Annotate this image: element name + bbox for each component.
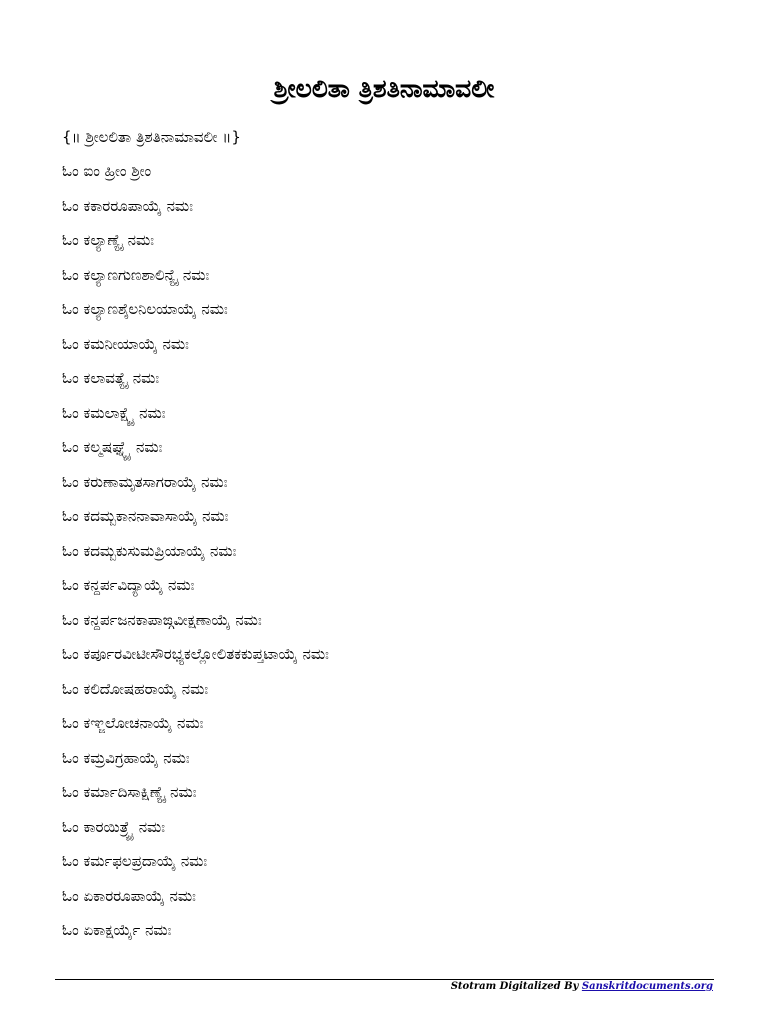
list-item: ಓಂ ಕಞ್ಜಲೋಚನಾಯೈ ನಮಃ bbox=[62, 714, 204, 732]
list-item: ಓಂ ಕಲ್ಯಾಣ್ಯೈ ನಮಃ bbox=[62, 231, 154, 249]
list-item: ಓಂ ಐಂ ಹ್ರೀಂ ಶ್ರೀಂ bbox=[62, 162, 152, 180]
footer-credit-text: Stotram Digitalized By bbox=[450, 981, 582, 992]
list-item: ಓಂ ಕನ್ದರ್ಪವಿದ್ಯಾಯೈ ನಮಃ bbox=[62, 576, 195, 594]
section-header: {॥ ಶ್ರೀಲಲಿತಾ ತ್ರಿಶತಿನಾಮಾವಲೀ ॥} bbox=[62, 128, 241, 146]
footer-credit bbox=[451, 980, 713, 994]
list-item: ಓಂ ಕದಮ್ಬಕುಸುಮಪ್ರಿಯಾಯೈ ನಮಃ bbox=[62, 541, 237, 560]
list-item: ಓಂ ಕಮನೀಯಾಯೈ ನಮಃ bbox=[62, 334, 189, 353]
list-item: ಓಂ ಕಲ್ಮಷಘ್ನ್ಯೈ ನಮಃ bbox=[62, 438, 163, 456]
list-item: ಓಂ ಕದಮ್ಬಕಾನನಾವಾಸಾಯೈ ನಮಃ bbox=[62, 507, 229, 525]
page-title: ಶ್ರೀಲಲಿತಾ ತ್ರಿಶತಿನಾಮಾವಲೀ bbox=[273, 73, 495, 103]
list-item: ಓಂ ಕರುಣಾಮೃತಸಾಗರಾಯೈ ನಮಃ bbox=[62, 472, 228, 491]
list-item: ಓಂ ಕಲಿದೋಷಹರಾಯೈ ನಮಃ bbox=[62, 679, 209, 698]
list-item: ಓಂ ಕಲ್ಯಾಣಶೈಲನಿಲಯಾಯೈ ನಮಃ bbox=[62, 300, 228, 318]
list-item: ಓಂ ಕಕಾರರೂಪಾಯೈ ನಮಃ bbox=[62, 196, 193, 215]
list-item: ಓಂ ಕರ್ಮಾದಿಸಾಕ್ಷಿಣ್ಯೈ ನಮಃ bbox=[62, 783, 197, 801]
list-item: ಓಂ ಕಮ್ರವಿಗ್ರಹಾಯೈ ನಮಃ bbox=[62, 748, 190, 767]
list-item: ಓಂ ಕಲ್ಯಾಣಗುಣಶಾಲಿನ್ಯೈ ನಮಃ bbox=[62, 265, 210, 284]
list-item: ಓಂ ಏಕಾಕ್ಷರ್ಯೈ ನಮಃ bbox=[62, 921, 172, 939]
footer-credit-link[interactable]: Sanskritdocuments.org bbox=[581, 981, 713, 992]
list-item: ಓಂ ಕರ್ಮಫಲಪ್ರದಾಯೈ ನಮಃ bbox=[62, 852, 208, 870]
list-item: ಓಂ ಏಕಾರರೂಪಾಯೈ ನಮಃ bbox=[62, 886, 196, 905]
list-item: ಓಂ ಕನ್ದರ್ಪಜನಕಾಪಾಙ್ಗವೀಕ್ಷಣಾಯೈ ನಮಃ bbox=[62, 610, 262, 629]
list-item: ಓಂ ಕಲಾವತ್ಯೈ ನಮಃ bbox=[62, 369, 160, 387]
list-item: ಓಂ ಕಾರಯಿತ್ರ್ಯೈ ನಮಃ bbox=[62, 817, 166, 836]
list-item: ಓಂ ಕರ್ಪೂರವೀಟೀಸೌರಭ್ಯಕಲ್ಲೋಲಿತಕಕುಪ್ತಟಾಯೈ ನಮಃ bbox=[62, 645, 329, 663]
document-body bbox=[62, 120, 748, 948]
name-list bbox=[62, 154, 748, 948]
list-item: ಓಂ ಕಮಲಾಕ್ಷ್ಯೈ ನಮಃ bbox=[62, 403, 166, 422]
